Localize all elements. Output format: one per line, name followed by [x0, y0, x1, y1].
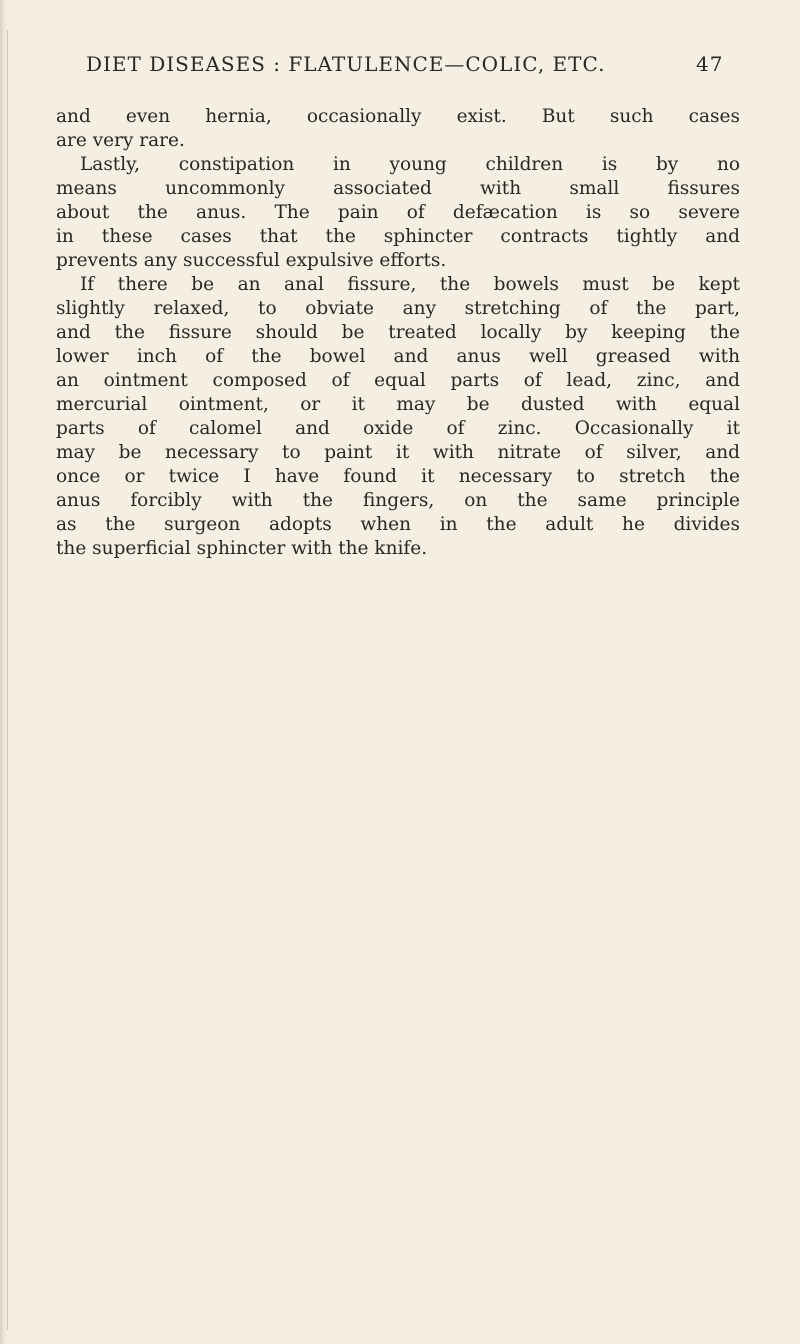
text-line: Lastly, constipation in young children is by no — [80, 154, 740, 175]
text-line: anus forcibly with the fingers, on the same principle — [56, 490, 740, 511]
running-head-title: DIET DISEASES : FLATULENCE—COLIC, ETC. — [86, 52, 606, 76]
text-line: once or twice I have found it necessary to stretch the — [56, 466, 740, 487]
text-line: If there be an anal fissure, the bowels must be kept — [80, 274, 740, 295]
body-text — [56, 105, 740, 561]
text-line: about the anus. The pain of defæcation is so severe — [56, 202, 740, 223]
page-number: 47 — [696, 52, 724, 76]
text-line: and even hernia, occasionally exist. But such cases — [56, 106, 740, 127]
text-line: parts of calomel and oxide of zinc. Occasionally it — [56, 418, 740, 439]
text-line: the superficial sphincter with the knife. — [56, 538, 428, 559]
text-line: lower inch of the bowel and anus well greased with — [56, 346, 740, 367]
text-line: mercurial ointment, or it may be dusted with equal — [56, 394, 740, 415]
text-line: as the surgeon adopts when in the adult he divides — [56, 514, 740, 535]
text-line: in these cases that the sphincter contracts tightly and — [56, 226, 740, 247]
text-line: prevents any successful expulsive efforts. — [56, 250, 447, 271]
text-line: means uncommonly associated with small fissures — [56, 178, 740, 199]
text-line: may be necessary to paint it with nitrate of silver, and — [56, 442, 740, 463]
page-gutter-line — [7, 30, 8, 1330]
text-line: slightly relaxed, to obviate any stretching of the part, — [56, 298, 740, 319]
page-left-edge — [0, 0, 7, 1344]
text-line: are very rare. — [56, 130, 185, 151]
text-line: an ointment composed of equal parts of lead, zinc, and — [56, 370, 740, 391]
text-line: and the fissure should be treated locally by keeping the — [56, 322, 740, 343]
